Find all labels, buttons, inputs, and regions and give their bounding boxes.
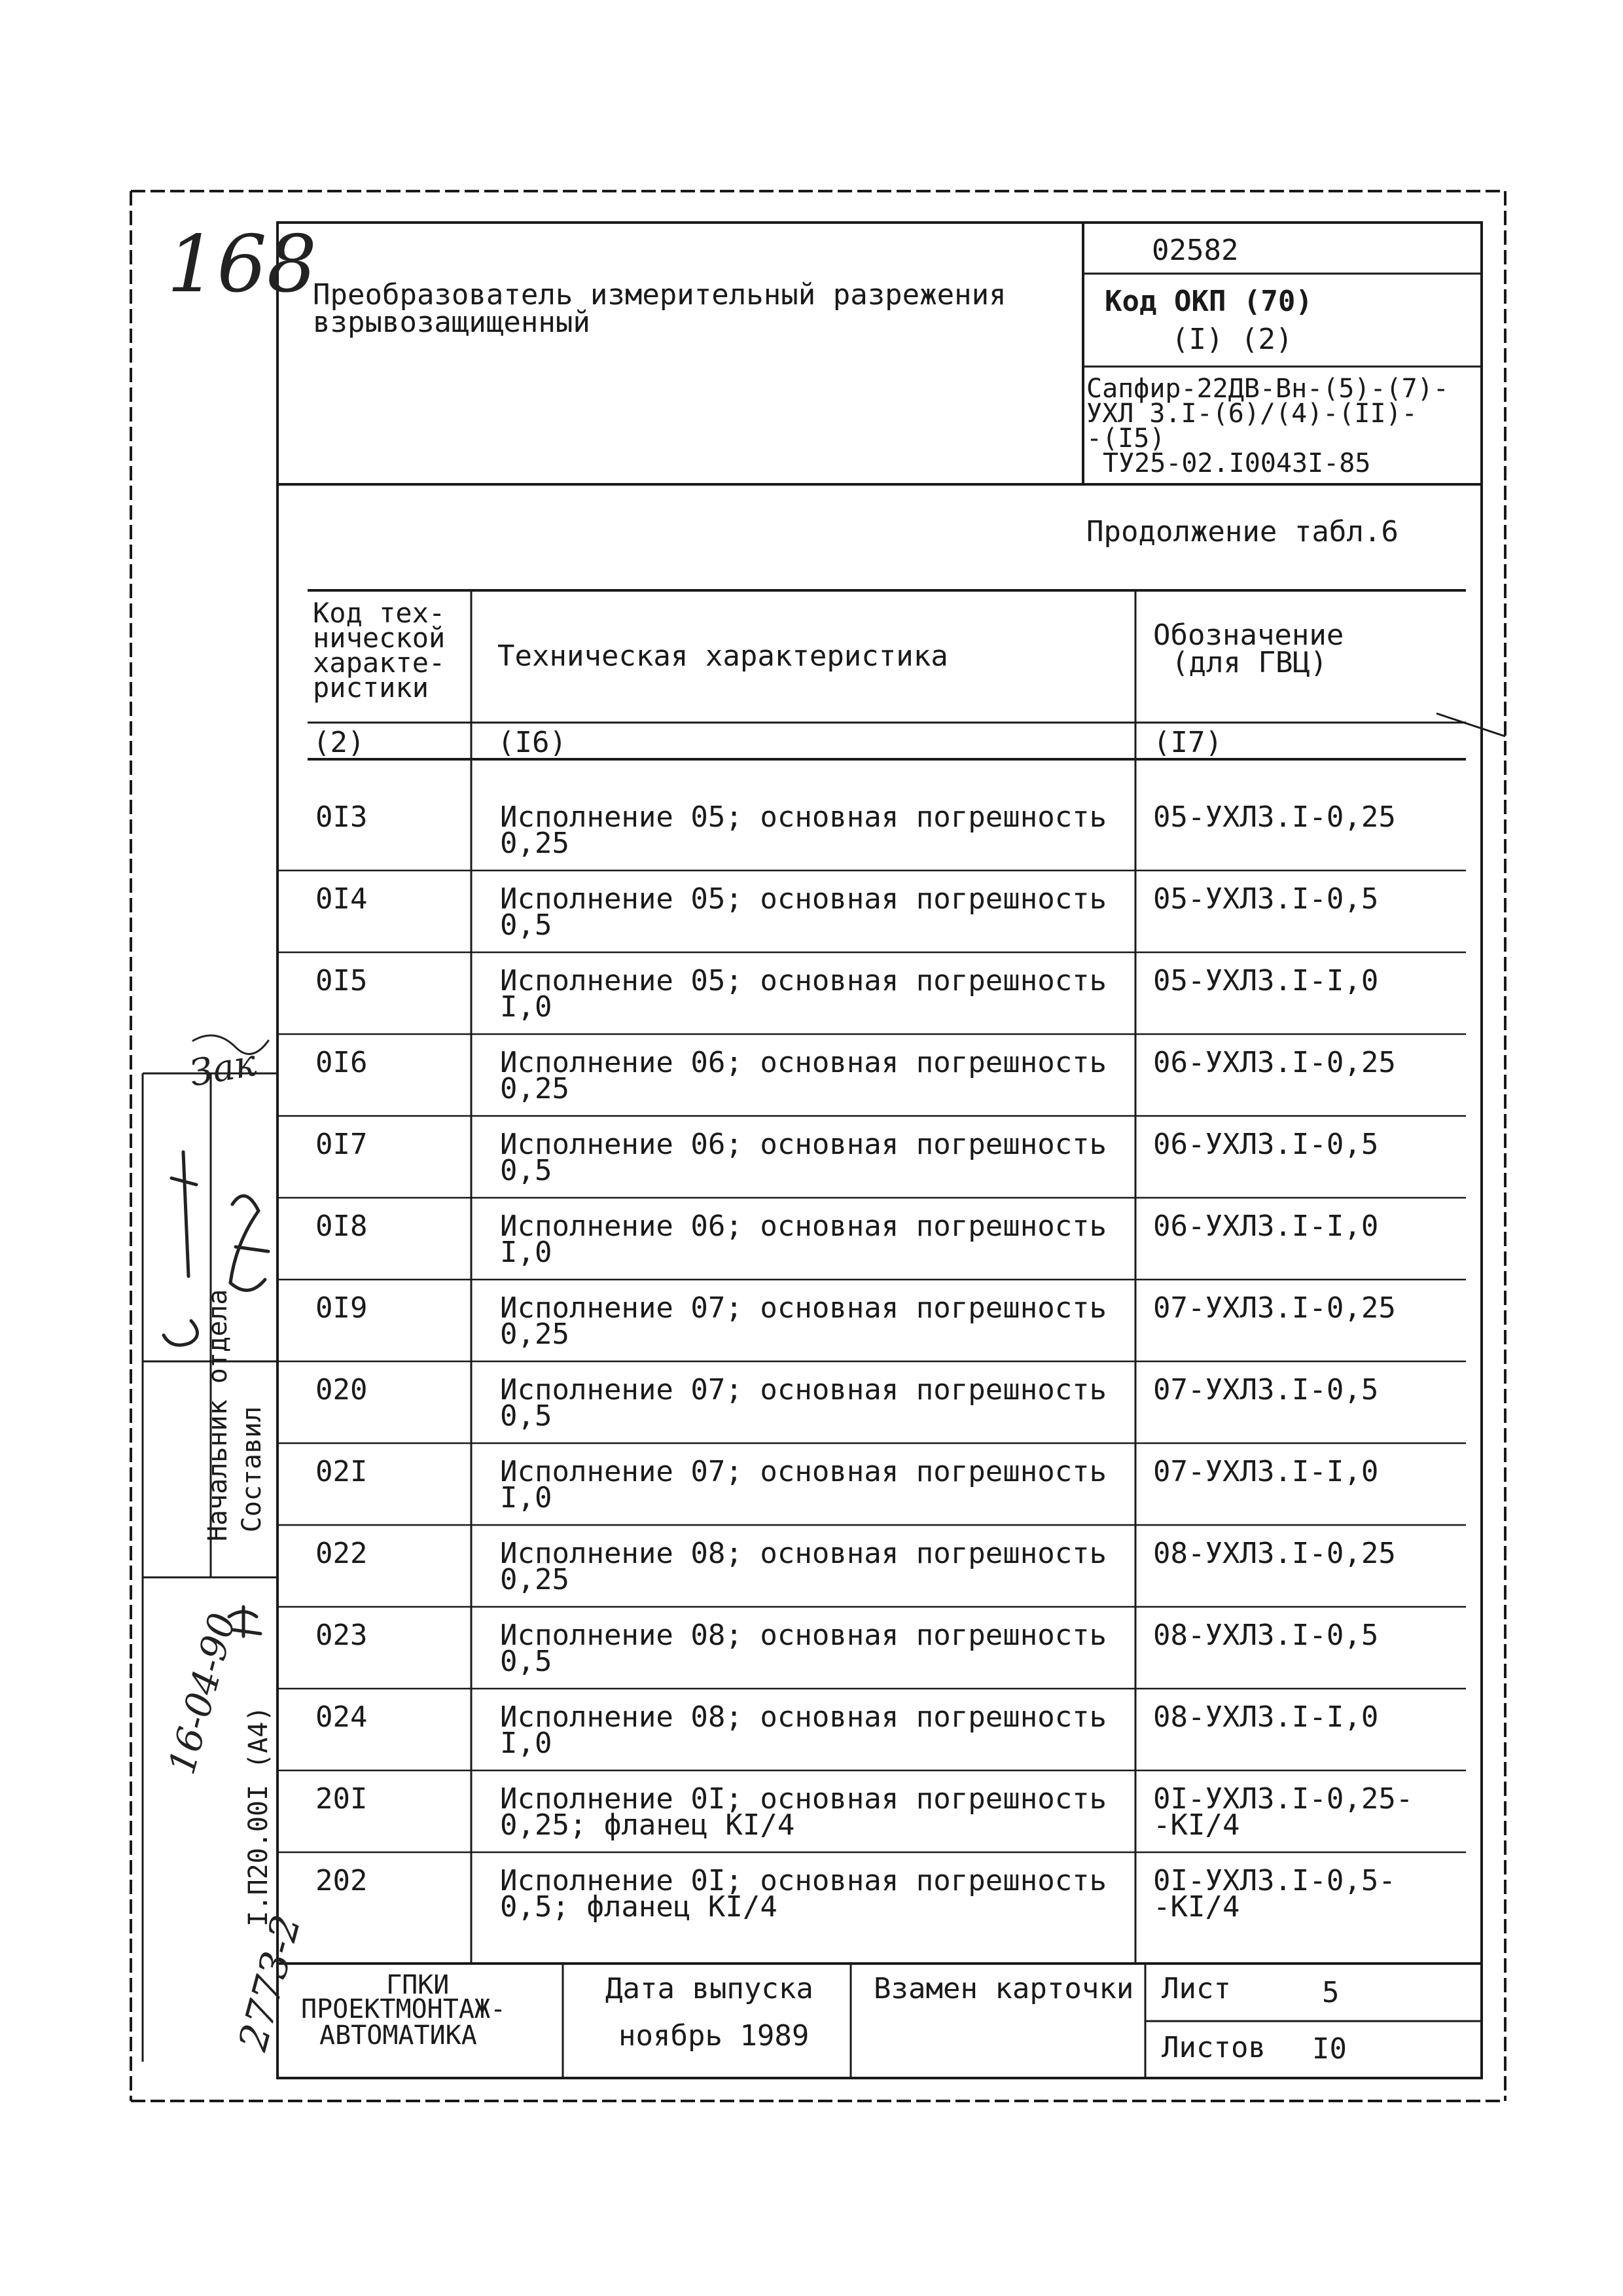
row-description-line2: I,0 (500, 990, 552, 1024)
signature-note: Зак (187, 1041, 260, 1096)
designation-line1: Сапфир-22ДВ-Вн-(5)-(7)- (1086, 374, 1449, 404)
row-description-line1: Исполнение 07; основная погрешность (500, 1455, 1107, 1488)
row-description-line1: Исполнение 08; основная погрешность (500, 1619, 1107, 1652)
form-code: 02582 (1152, 234, 1239, 267)
row-description-line2: 0,5; фланец КI/4 (500, 1890, 777, 1924)
row-designation-line1: 05-УХЛ3.I-I,0 (1153, 964, 1379, 997)
row-designation-line1: 07-УХЛ3.I-I,0 (1153, 1455, 1379, 1488)
col-designation-header-2: (для ГВЦ) (1171, 646, 1328, 679)
row-description-line1: Исполнение 05; основная погрешность (500, 800, 1107, 834)
row-code: 024 (315, 1700, 368, 1734)
col-designation-number: (I7) (1153, 726, 1222, 759)
continuation-label: Продолжение табл.6 (1086, 515, 1399, 548)
row-code: 0I7 (315, 1128, 368, 1161)
row-designation-line1: 08-УХЛ3.I-0,25 (1153, 1537, 1396, 1570)
row-designation-line1: 0I-УХЛ3.I-0,25- (1153, 1782, 1414, 1816)
row-designation-line1: 08-УХЛ3.I-I,0 (1153, 1700, 1379, 1734)
org-line1: ГПКИ (386, 1970, 450, 2000)
row-description-line1: Исполнение 07; основная погрешность (500, 1373, 1107, 1407)
row-code: 023 (315, 1619, 368, 1652)
row-code: 0I3 (315, 800, 368, 834)
row-description-line1: Исполнение 08; основная погрешность (500, 1537, 1107, 1570)
designation-line2: УХЛ 3.I-(6)/(4)-(II)- (1086, 399, 1418, 429)
row-code: 022 (315, 1537, 368, 1570)
row-code: 0I4 (315, 882, 368, 916)
okp-code-sub: (I) (2) (1171, 323, 1293, 356)
row-description-line2: 0,5 (500, 1399, 552, 1433)
product-title-line2: взрывозащищенный (313, 306, 590, 339)
row-description-line1: Исполнение 07; основная погрешность (500, 1291, 1107, 1325)
row-description-line2: 0,25; фланец КI/4 (500, 1808, 795, 1842)
org-line3: АВТОМАТИКА (319, 2020, 477, 2051)
row-description-line1: Исполнение 06; основная погрешность (500, 1128, 1107, 1161)
row-description-line1: Исполнение 0I; основная погрешность (500, 1864, 1107, 1897)
row-designation-line1: 07-УХЛ3.I-0,25 (1153, 1291, 1396, 1325)
col-code-header-2: нической (313, 622, 446, 654)
row-designation-line1: 06-УХЛ3.I-I,0 (1153, 1210, 1379, 1243)
product-title-line1: Преобразователь измерительный разрежения (313, 278, 1007, 312)
row-code: 0I9 (315, 1291, 368, 1325)
issue-date-label: Дата выпуска (605, 1972, 813, 2005)
okp-code-label: Код ОКП (70) (1105, 285, 1313, 318)
row-description-line1: Исполнение 0I; основная погрешность (500, 1782, 1107, 1816)
row-description-line2: I,0 (500, 1727, 552, 1760)
row-designation-line1: 05-УХЛ3.I-0,25 (1153, 800, 1396, 834)
handwritten-date: 16-04-90 (160, 1608, 245, 1779)
page-number: 168 (167, 219, 317, 310)
col-characteristic-number: (I6) (497, 726, 567, 759)
sheets-count: I0 (1312, 2032, 1347, 2066)
col-code-header-1: Код тех- (313, 597, 446, 629)
row-description-line2: 0,5 (500, 1645, 552, 1678)
row-description-line1: Исполнение 05; основная погрешность (500, 882, 1107, 916)
replace-card-label: Взамен карточки (874, 1972, 1134, 2005)
sheets-label: Листов (1162, 2031, 1266, 2064)
row-description-line2: 0,5 (500, 1154, 552, 1187)
col-code-header-3: характе- (313, 647, 446, 679)
row-description-line1: Исполнение 05; основная погрешность (500, 964, 1107, 997)
handwritten-inventory: 2773-2 (230, 1910, 310, 2056)
sheet-number: 5 (1322, 1976, 1340, 2009)
document-code: I.П20.00I (А4) (243, 1706, 274, 1927)
row-code: 020 (315, 1373, 368, 1407)
row-description-line2: 0,25 (500, 1072, 569, 1105)
sheet-label: Лист (1162, 1972, 1231, 2005)
row-designation-line1: 05-УХЛ3.I-0,5 (1153, 882, 1379, 916)
col-code-header-4: ристики (313, 672, 429, 704)
issue-date-value: ноябрь 1989 (618, 2019, 810, 2053)
row-description-line1: Исполнение 06; основная погрешность (500, 1046, 1107, 1079)
row-code: 20I (315, 1782, 368, 1816)
row-description-line1: Исполнение 08; основная погрешность (500, 1700, 1107, 1734)
row-description-line2: I,0 (500, 1481, 552, 1515)
row-designation-line1: 06-УХЛ3.I-0,5 (1153, 1128, 1379, 1161)
head-of-department-label: Начальник отдела (203, 1289, 233, 1541)
row-description-line2: 0,25 (500, 1318, 569, 1351)
col-characteristic-header: Техническая характеристика (497, 639, 948, 673)
org-line2: ПРОЕКТМОНТАЖ- (301, 1994, 507, 2024)
row-description-line1: Исполнение 06; основная погрешность (500, 1210, 1107, 1243)
row-designation-line1: 08-УХЛ3.I-0,5 (1153, 1619, 1379, 1652)
row-code: 202 (315, 1864, 368, 1897)
designation-line3: -(I5) (1086, 423, 1166, 454)
row-code: 0I8 (315, 1210, 368, 1243)
row-description-line2: 0,5 (500, 908, 552, 942)
row-designation-line2: -КI/4 (1153, 1890, 1240, 1924)
row-code: 0I5 (315, 964, 368, 997)
row-description-line2: 0,25 (500, 827, 569, 860)
row-description-line2: I,0 (500, 1236, 552, 1269)
row-code: 02I (315, 1455, 368, 1488)
row-designation-line1: 07-УХЛ3.I-0,5 (1153, 1373, 1379, 1407)
row-description-line2: 0,25 (500, 1563, 569, 1596)
row-designation-line1: 06-УХЛ3.I-0,25 (1153, 1046, 1396, 1079)
col-designation-header-1: Обозначение (1153, 619, 1344, 652)
compiled-by-label: Составил (237, 1406, 267, 1533)
col-code-number: (2) (313, 726, 365, 759)
row-designation-line1: 0I-УХЛ3.I-0,5- (1153, 1864, 1396, 1897)
tu-standard: ТУ25-02.I0043I-85 (1103, 448, 1371, 478)
row-code: 0I6 (315, 1046, 368, 1079)
row-designation-line2: -КI/4 (1153, 1808, 1240, 1842)
